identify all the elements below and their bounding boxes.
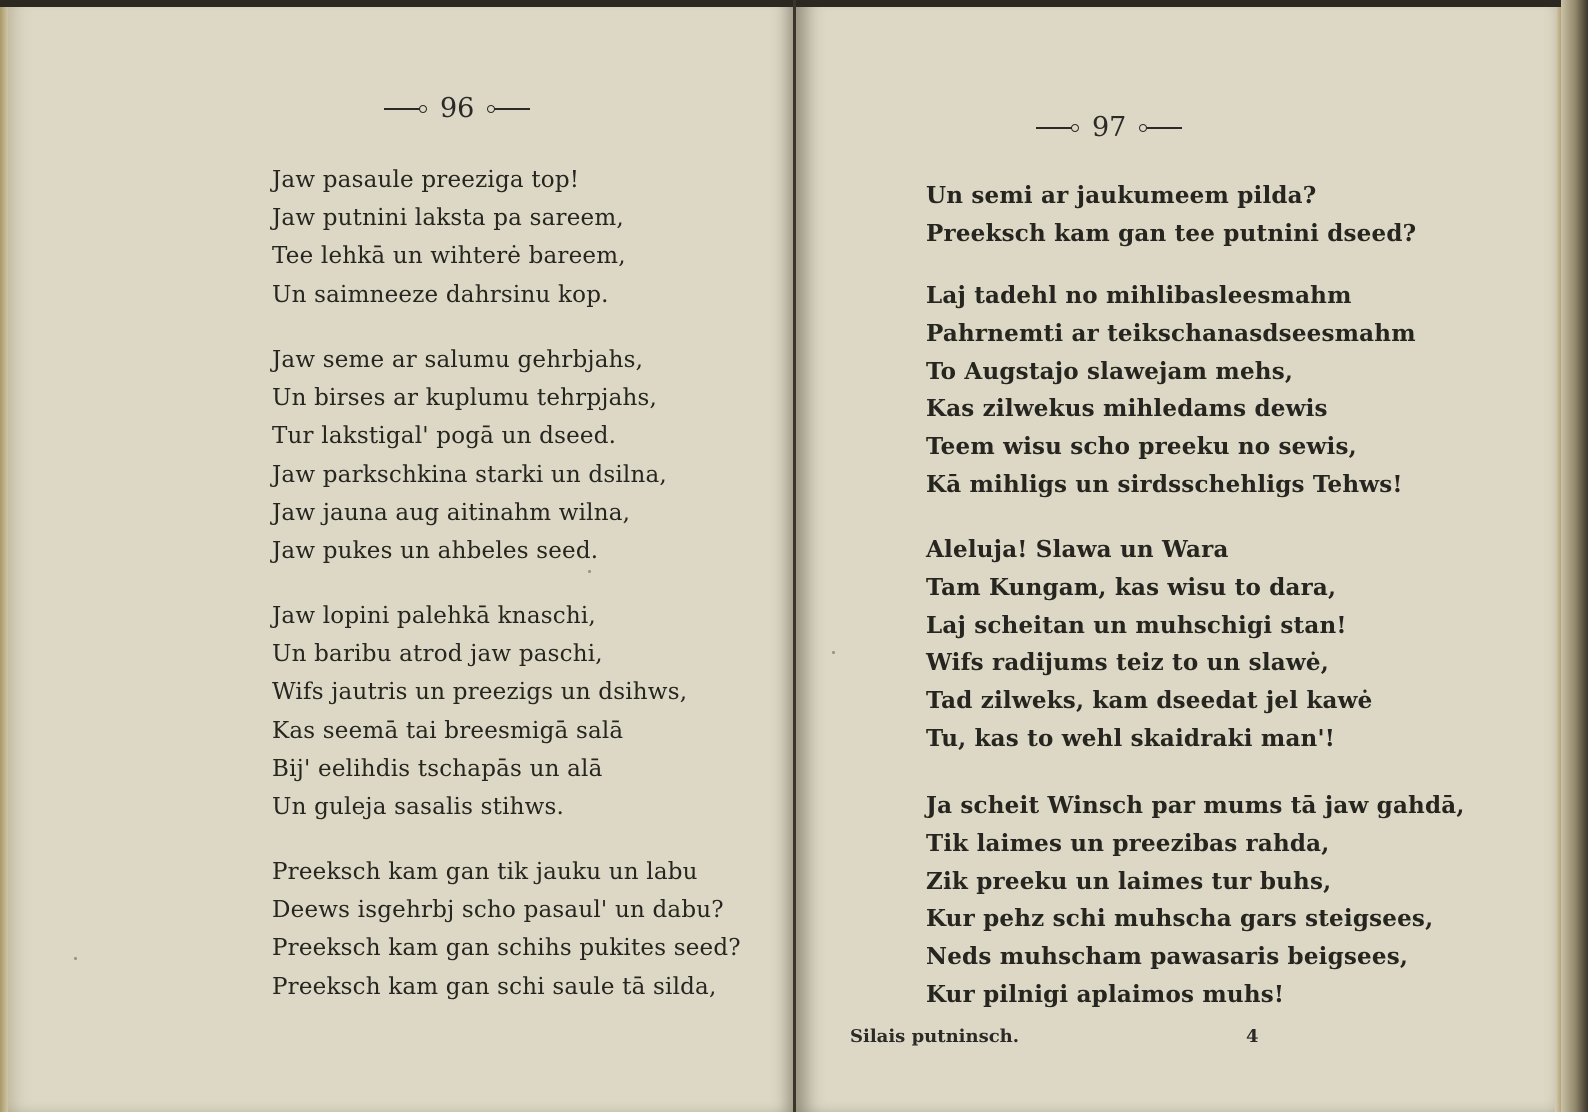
stanza xyxy=(926,277,1416,504)
verse-line: Jaw putnini laksta pa sareem, xyxy=(272,205,624,232)
verse-line: Un guleja sasalis stihws. xyxy=(272,794,565,821)
stanza xyxy=(926,787,1465,1014)
folio-ornament-left-icon xyxy=(1036,127,1074,129)
verse-line: Pahrnemti ar teikschanasdseesmahm xyxy=(926,319,1416,347)
signature-mark: 4 xyxy=(1246,1026,1259,1047)
verse-line: Un saimneeze dahrsinu kop. xyxy=(272,281,609,308)
verse-line: Preeksch kam gan tik jauku un labu xyxy=(272,859,698,885)
verse-line: Tam Kungam, kas wisu to dara, xyxy=(926,573,1337,601)
stanza xyxy=(926,177,1416,253)
verse-line: Tee lehkā un wihterė bareem, xyxy=(272,243,626,270)
book-outer-edge xyxy=(1561,0,1588,1112)
left-page-edge xyxy=(0,0,8,1112)
verse-line: Kas seemā tai breesmigā salā xyxy=(272,717,624,744)
verse-line: Aleluja! Slawa un Wara xyxy=(926,536,1229,563)
stanza xyxy=(272,853,741,1006)
verse-line: Teem wisu scho preeku no sewis, xyxy=(926,433,1357,461)
top-shadow-right xyxy=(796,0,1561,7)
verse-line: Bij' eelihdis tschapās un alā xyxy=(272,755,603,782)
verse-line: Tik laimes un preezibas rahda, xyxy=(926,829,1330,857)
verse-line: Neds muhscham pawasaris beigsees, xyxy=(926,943,1409,971)
footer-signature: Silais putninsch. xyxy=(850,1026,1020,1047)
stanza xyxy=(926,531,1372,758)
verse-line: Un birses ar kuplumu tehrpjahs, xyxy=(272,385,658,412)
verse-line: To Augstajo slawejam mehs, xyxy=(926,357,1294,385)
verse-line: Kas zilwekus mihledams dewis xyxy=(926,395,1328,423)
verse-line: Jaw lopini palehkā knaschi, xyxy=(272,603,596,629)
verse-line: Preeksch kam gan tee putnini dseed? xyxy=(926,219,1417,247)
stanza xyxy=(272,161,626,314)
right-page xyxy=(796,0,1561,1112)
verse-line: Un baribu atrod jaw paschi, xyxy=(272,641,603,668)
verse-line: Tu, kas to wehl skaidraki man'! xyxy=(926,724,1336,752)
left-folio xyxy=(384,93,530,124)
top-shadow-left xyxy=(0,0,794,7)
verse-line: Wifs radijums teiz to un slawė, xyxy=(926,649,1329,677)
paper-speck xyxy=(588,570,591,573)
verse-line: Wifs jautris un preezigs un dsihws, xyxy=(272,679,688,706)
verse-line: Tad zilweks, kam dseedat jel kawė xyxy=(926,687,1373,715)
folio-ornament-left-icon xyxy=(384,108,422,110)
right-page-number: 97 xyxy=(1092,112,1127,143)
verse-line: Jaw pasaule preeziga top! xyxy=(272,167,580,193)
right-folio xyxy=(1036,112,1182,143)
verse-line: Laj scheitan un muhschigi stan! xyxy=(926,611,1347,639)
verse-line: Kur pilnigi aplaimos muhs! xyxy=(926,980,1285,1008)
folio-ornament-right-icon xyxy=(492,108,530,110)
verse-line: Kā mihligs un sirdsschehligs Tehws! xyxy=(926,470,1403,498)
paper-speck xyxy=(832,651,835,654)
verse-line: Deews isgehrbj scho pasaul' un dabu? xyxy=(272,897,724,924)
paper-speck xyxy=(74,957,77,960)
left-page-number: 96 xyxy=(440,93,475,124)
verse-line: Preeksch kam gan schi saule tā silda, xyxy=(272,973,717,1000)
verse-line: Jaw seme ar salumu gehrbjahs, xyxy=(272,347,644,373)
verse-line: Zik preeku un laimes tur buhs, xyxy=(926,867,1332,895)
verse-line: Un semi ar jaukumeem pilda? xyxy=(926,182,1317,209)
verse-line: Jaw pukes un ahbeles seed. xyxy=(272,538,599,565)
folio-ornament-right-icon xyxy=(1144,127,1182,129)
stanza xyxy=(272,341,667,570)
verse-line: Preeksch kam gan schihs pukites seed? xyxy=(272,935,741,962)
verse-line: Laj tadehl no mihlibasleesmahm xyxy=(926,282,1352,309)
verse-line: Jaw parkschkina starki un dsilna, xyxy=(272,461,667,488)
verse-line: Jaw jauna aug aitinahm wilna, xyxy=(272,499,631,526)
verse-line: Kur pehz schi muhscha gars steigsees, xyxy=(926,905,1434,933)
verse-line: Ja scheit Winsch par mums tā jaw gahdā, xyxy=(926,792,1465,819)
verse-line: Tur lakstigal' pogā un dseed. xyxy=(272,423,617,450)
stanza xyxy=(272,597,687,826)
